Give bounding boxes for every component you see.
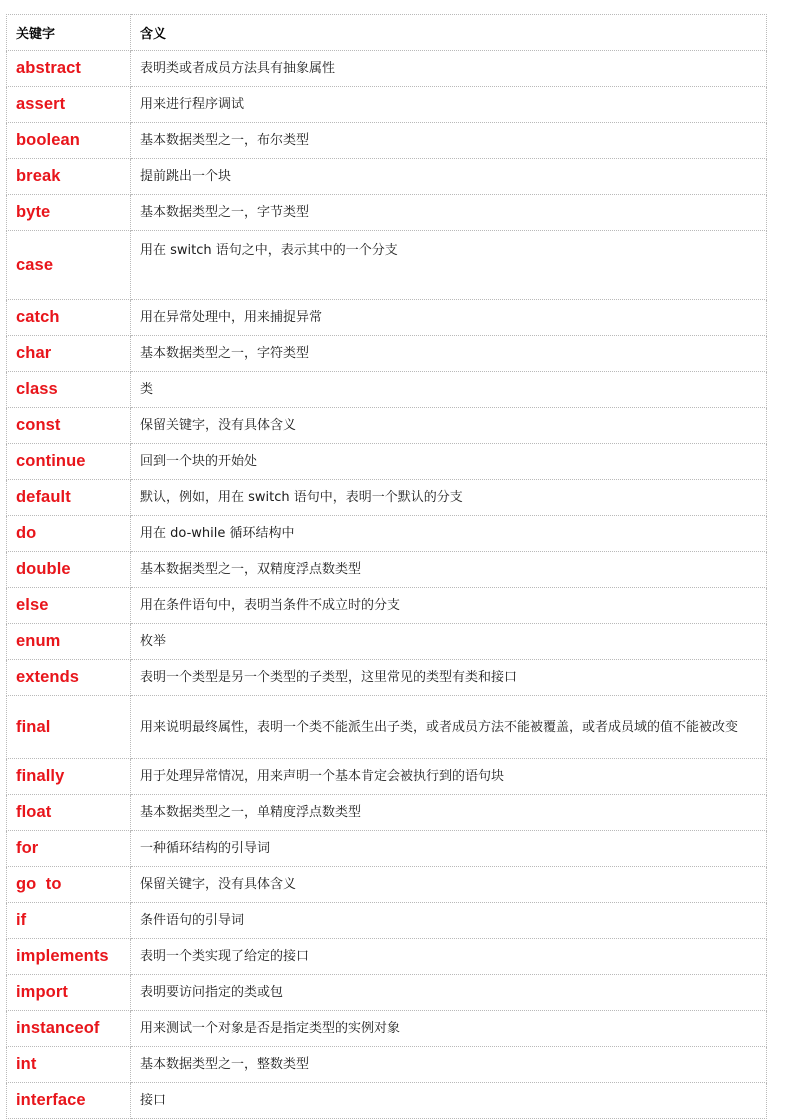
keyword-cell: abstract <box>7 51 131 87</box>
keyword-cell: const <box>7 408 131 444</box>
meaning-cell: 基本数据类型之一，单精度浮点数类型 <box>131 795 767 831</box>
keyword-cell: continue <box>7 444 131 480</box>
keyword-cell: float <box>7 795 131 831</box>
table-row <box>7 159 767 195</box>
table-row <box>7 480 767 516</box>
keyword-cell: boolean <box>7 123 131 159</box>
keyword-cell: catch <box>7 300 131 336</box>
table-row <box>7 867 767 903</box>
keyword-cell: enum <box>7 624 131 660</box>
meaning-cell: 条件语句的引导词 <box>131 903 767 939</box>
keyword-cell: import <box>7 975 131 1011</box>
table-row <box>7 939 767 975</box>
keyword-cell: extends <box>7 660 131 696</box>
meaning-cell: 提前跳出一个块 <box>131 159 767 195</box>
table-row <box>7 660 767 696</box>
table-row <box>7 123 767 159</box>
keyword-cell: default <box>7 480 131 516</box>
table-row <box>7 1083 767 1119</box>
header-keyword: 关键字 <box>7 15 131 51</box>
table-row <box>7 696 767 759</box>
keyword-table-container <box>6 14 766 1119</box>
meaning-cell: 基本数据类型之一，字节类型 <box>131 195 767 231</box>
table-row <box>7 300 767 336</box>
keyword-cell: double <box>7 552 131 588</box>
table-header <box>7 15 767 51</box>
meaning-cell: 用在 switch 语句之中，表示其中的一个分支 <box>131 231 767 300</box>
table-row <box>7 408 767 444</box>
meaning-cell: 基本数据类型之一，整数类型 <box>131 1047 767 1083</box>
keyword-cell: finally <box>7 759 131 795</box>
header-meaning: 含义 <box>131 15 767 51</box>
keyword-cell: implements <box>7 939 131 975</box>
meaning-cell: 接口 <box>131 1083 767 1119</box>
keyword-cell: final <box>7 696 131 759</box>
table-row <box>7 516 767 552</box>
java-keyword-table <box>6 14 767 1119</box>
meaning-cell: 保留关键字，没有具体含义 <box>131 408 767 444</box>
meaning-cell: 用来进行程序调试 <box>131 87 767 123</box>
meaning-cell: 类 <box>131 372 767 408</box>
table-row <box>7 444 767 480</box>
meaning-cell: 表明类或者成员方法具有抽象属性 <box>131 51 767 87</box>
meaning-cell: 基本数据类型之一，字符类型 <box>131 336 767 372</box>
table-row <box>7 372 767 408</box>
meaning-cell: 回到一个块的开始处 <box>131 444 767 480</box>
meaning-cell: 基本数据类型之一，布尔类型 <box>131 123 767 159</box>
meaning-cell: 用在 do-while 循环结构中 <box>131 516 767 552</box>
meaning-cell: 表明要访问指定的类或包 <box>131 975 767 1011</box>
keyword-cell: interface <box>7 1083 131 1119</box>
table-body <box>7 51 767 1119</box>
table-row <box>7 51 767 87</box>
table-row <box>7 975 767 1011</box>
meaning-cell: 一种循环结构的引导词 <box>131 831 767 867</box>
keyword-cell: for <box>7 831 131 867</box>
keyword-cell: byte <box>7 195 131 231</box>
table-row <box>7 795 767 831</box>
meaning-cell: 用于处理异常情况，用来声明一个基本肯定会被执行到的语句块 <box>131 759 767 795</box>
meaning-cell: 用来测试一个对象是否是指定类型的实例对象 <box>131 1011 767 1047</box>
meaning-cell: 用在条件语句中，表明当条件不成立时的分支 <box>131 588 767 624</box>
meaning-cell: 枚举 <box>131 624 767 660</box>
table-row <box>7 231 767 300</box>
table-row <box>7 195 767 231</box>
keyword-cell: if <box>7 903 131 939</box>
keyword-cell: else <box>7 588 131 624</box>
table-row <box>7 1047 767 1083</box>
table-row <box>7 759 767 795</box>
table-row <box>7 831 767 867</box>
meaning-cell: 基本数据类型之一，双精度浮点数类型 <box>131 552 767 588</box>
table-row <box>7 903 767 939</box>
table-row <box>7 552 767 588</box>
meaning-cell: 用在异常处理中，用来捕捉异常 <box>131 300 767 336</box>
meaning-cell: 表明一个类实现了给定的接口 <box>131 939 767 975</box>
meaning-cell: 表明一个类型是另一个类型的子类型，这里常见的类型有类和接口 <box>131 660 767 696</box>
table-row <box>7 87 767 123</box>
keyword-cell: class <box>7 372 131 408</box>
meaning-cell: 用来说明最终属性，表明一个类不能派生出子类，或者成员方法不能被覆盖，或者成员域的值不能被改变 <box>131 696 767 759</box>
meaning-cell: 保留关键字，没有具体含义 <box>131 867 767 903</box>
table-row <box>7 588 767 624</box>
table-row <box>7 1011 767 1047</box>
keyword-cell: case <box>7 231 131 300</box>
table-row <box>7 336 767 372</box>
keyword-cell: char <box>7 336 131 372</box>
header-row <box>7 15 767 51</box>
keyword-cell: assert <box>7 87 131 123</box>
keyword-cell: break <box>7 159 131 195</box>
table-row <box>7 624 767 660</box>
keyword-cell: instanceof <box>7 1011 131 1047</box>
keyword-cell: int <box>7 1047 131 1083</box>
keyword-cell: go to <box>7 867 131 903</box>
meaning-cell: 默认，例如，用在 switch 语句中，表明一个默认的分支 <box>131 480 767 516</box>
keyword-cell: do <box>7 516 131 552</box>
